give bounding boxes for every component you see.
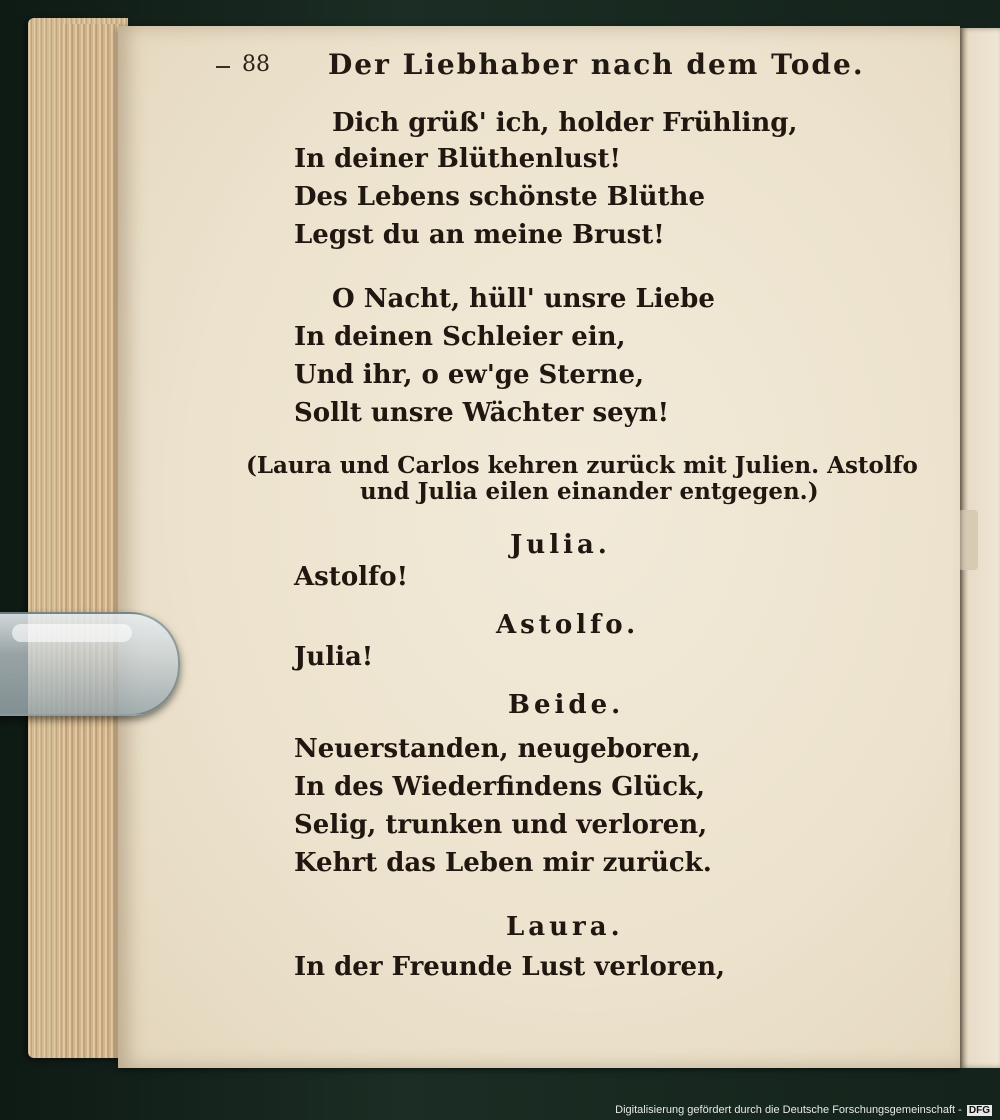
- verse-line: In deinen Schleier ein,: [294, 322, 626, 352]
- book-page-edges-inner: [62, 24, 120, 1058]
- verse-line: Des Lebens schönste Blüthe: [294, 182, 705, 212]
- verse-line: Dich grüß' ich, holder Frühling,: [332, 108, 798, 138]
- verse-line: Legst du an meine Brust!: [294, 220, 665, 250]
- dialogue-line: Astolfo!: [294, 562, 408, 592]
- page-number-dash: [216, 66, 230, 68]
- speaker-name: Astolfo.: [496, 610, 640, 640]
- glass-page-weight: [0, 612, 180, 716]
- verse-line: O Nacht, hüll' unsre Liebe: [332, 284, 715, 314]
- stage-direction-line: (Laura und Carlos kehren zurück mit Julien. Astolfo: [246, 452, 918, 479]
- verse-line: Sollt unsre Wächter seyn!: [294, 398, 670, 428]
- facing-page-tear: [958, 510, 978, 570]
- verse-line: Selig, trunken und verloren,: [294, 810, 708, 840]
- running-head: Der Liebhaber nach dem Tode.: [328, 48, 865, 81]
- speaker-name: Beide.: [508, 690, 625, 720]
- stage-direction-line: und Julia eilen einander entgegen.): [360, 478, 819, 505]
- verse-line: Kehrt das Leben mir zurück.: [294, 848, 712, 878]
- dialogue-line: In der Freunde Lust verloren,: [294, 952, 726, 982]
- speaker-name: Julia.: [510, 530, 611, 560]
- verse-line: In deiner Blüthenlust!: [294, 144, 621, 174]
- speaker-name: Laura.: [506, 912, 624, 942]
- verse-line: Und ihr, o ew'ge Sterne,: [294, 360, 645, 390]
- dialogue-line: Julia!: [294, 642, 374, 672]
- verse-line: In des Wiederfindens Glück,: [294, 772, 706, 802]
- glass-shine: [12, 624, 132, 642]
- verse-line: Neuerstanden, neugeboren,: [294, 734, 701, 764]
- page-number: 88: [242, 52, 270, 77]
- digitization-credit: [615, 1104, 992, 1116]
- dfg-logo: DFG: [968, 1105, 990, 1116]
- credit-text: Digitalisierung gefördert durch die Deutsche Forschungsgemeinschaft -: [615, 1104, 962, 1116]
